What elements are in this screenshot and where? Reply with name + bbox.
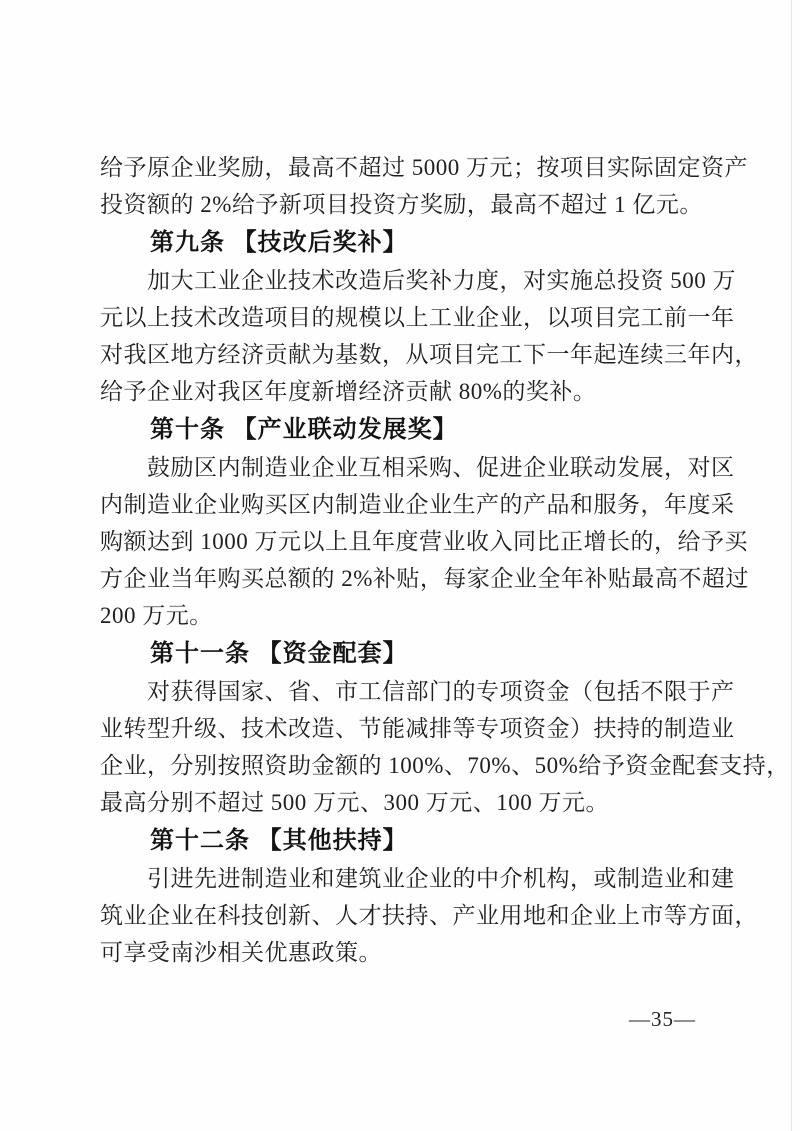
- article-12-paragraph: [100, 860, 758, 971]
- body-line: 鼓励区内制造业企业互相采购、促进企业联动发展，对区: [147, 455, 735, 480]
- body-line: 可享受南沙相关优惠政策。: [100, 940, 382, 965]
- article-10-heading: 第十条 【产业联动发展奖】: [150, 416, 458, 443]
- body-line: 方企业当年购买总额的 2%补贴，每家企业全年补贴最高不超过: [100, 566, 749, 591]
- body-line: 投资额的 2%给予新项目投资方奖励，最高不超过 1 亿元。: [100, 192, 703, 217]
- article-9-heading: 第九条 【技改后奖补】: [150, 229, 408, 256]
- body-line: 给予原企业奖励，最高不超过 5000 万元；按项目实际固定资产: [100, 155, 748, 180]
- body-line: 引进先进制造业和建筑业企业的中介机构，或制造业和建: [147, 866, 735, 891]
- body-line: 元以上技术改造项目的规模以上工业企业，以项目完工前一年: [100, 305, 735, 330]
- body-line: 最高分别不超过 500 万元、300 万元、100 万元。: [100, 790, 609, 815]
- body-line: 购额达到 1000 万元以上且年度营业收入同比正增长的，给予买: [100, 529, 748, 554]
- article-12-heading: 第十二条 【其他扶持】: [150, 827, 408, 854]
- body-line: 企业，分别按照资助金额的 100%、70%、50%给予资金配套支持，: [100, 753, 790, 778]
- body-line: 内制造业企业购买区内制造业企业生产的产品和服务，年度采: [100, 492, 735, 517]
- body-line: 200 万元。: [100, 603, 213, 628]
- body-line: 对我区地方经济贡献为基数，从项目完工下一年起连续三年内，: [100, 342, 758, 367]
- body-line: 给予企业对我区年度新增经济贡献 80%的奖补。: [100, 379, 597, 404]
- body-line: 加大工业企业技术改造后奖补力度，对实施总投资 500 万: [147, 268, 736, 293]
- article-11-heading: 第十一条 【资金配套】: [150, 640, 408, 667]
- article-9-paragraph: [100, 262, 758, 410]
- article-11-paragraph: [100, 673, 790, 821]
- paragraph-continuation: [100, 149, 748, 223]
- body-line: 对获得国家、省、市工信部门的专项资金（包括不限于产: [147, 679, 735, 704]
- body-line: 业转型升级、技术改造、节能减排等专项资金）扶持的制造业: [100, 716, 735, 741]
- body-line: 筑业企业在科技创新、人才扶持、产业用地和企业上市等方面，: [100, 903, 758, 928]
- text-column: [100, 149, 790, 971]
- page-number: —35—: [629, 1007, 696, 1031]
- scan-edge-line: [791, 0, 792, 1131]
- article-10-paragraph: [100, 449, 749, 634]
